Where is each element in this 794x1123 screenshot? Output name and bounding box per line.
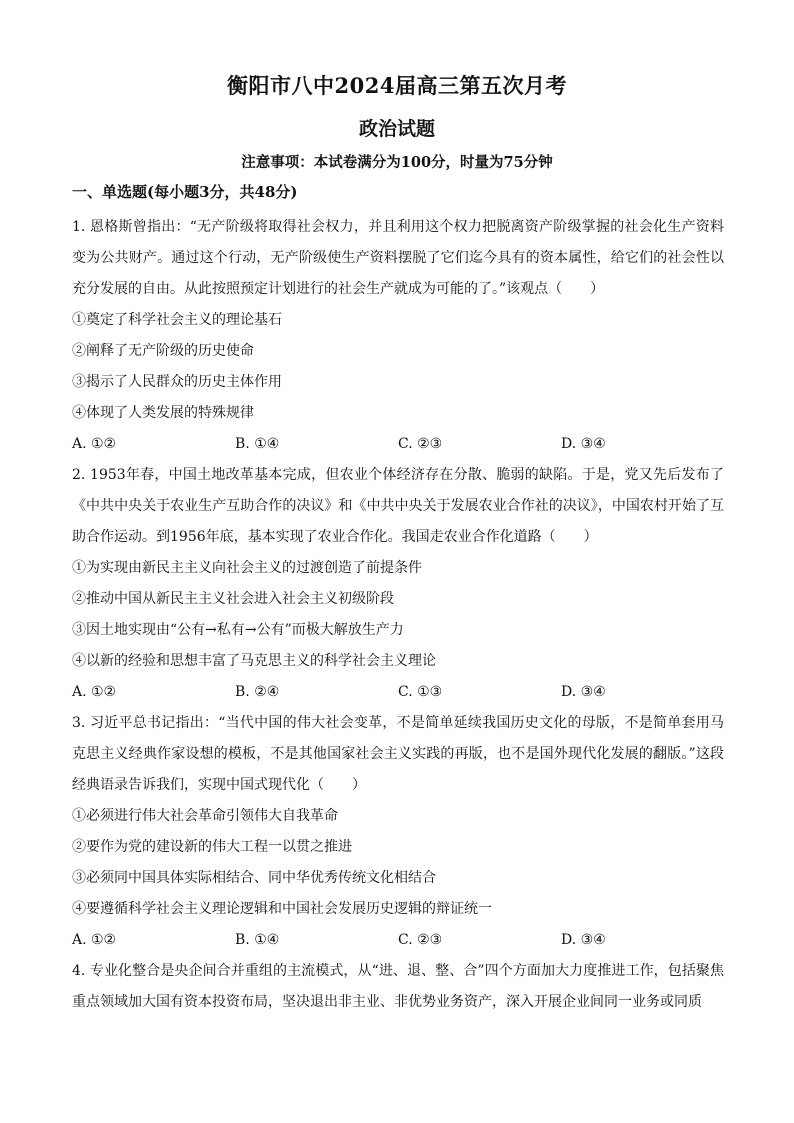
choice-a: A. ①② (72, 436, 117, 452)
question-stem: 1. 恩格斯曾指出：“无产阶级将取得社会权力，并且利用这个权力把脱离资产阶级掌握的社会化生产资料变为公共财产。通过这个行动，无产阶级使生产资料摆脱了它们迄今具有的资本属性，给它们的社会性以充分发展的自由。从此按照预定计划进行的社会生产就成为可能的了。”该观点（ ） (72, 219, 724, 297)
question-4 (72, 956, 724, 1018)
choice-b: B. ①④ (235, 932, 280, 948)
question-stem: 2. 1953年春，中国土地改革基本完成，但农业个体经济存在分散、脆弱的缺陷。于是，党又先后发布了《中共中央关于农业生产互助合作的决议》和《中共中央关于发展农业合作社的决议》，中国农村开始了互助合作运动。到1956年底，基本实现了农业合作化。我国走农业合作化道路（ ） (72, 467, 724, 545)
question-stem: 3. 习近平总书记指出：“当代中国的伟大社会变革，不是简单延续我国历史文化的母版，不是简单套用马克思主义经典作家设想的模板，不是其他国家社会主义实践的再版，也不是国外现代化发展的翻版。”这段经典语录告诉我们，实现中国式现代化（ ） (72, 715, 724, 793)
choice-c: C. ②③ (398, 436, 443, 452)
choice-b: B. ①④ (235, 436, 280, 452)
question-2 (72, 460, 724, 708)
choice-d: D. ③④ (561, 684, 606, 700)
choice-a: A. ①② (72, 684, 117, 700)
question-1 (72, 212, 724, 460)
statement-option: ④以新的经验和思想丰富了马克思主义的科学社会主义理论 (72, 653, 436, 669)
answer-choices (72, 925, 724, 956)
question-list (72, 212, 724, 1018)
choice-d: D. ③④ (561, 436, 606, 452)
question-stem: 4. 专业化整合是央企间合并重组的主流模式，从“进、退、整、合”四个方面加大力度推进工作，包括聚焦重点领域加大国有资本投资布局，坚决退出非主业、非优势业务资产，深入开展企业间同一业务或同质 (72, 963, 724, 1010)
statement-option: ④要遵循科学社会主义理论逻辑和中国社会发展历史逻辑的辩证统一 (72, 901, 492, 917)
exam-notice: 注意事项：本试卷满分为100分，时量为75分钟 (241, 154, 553, 171)
choice-a: A. ①② (72, 932, 117, 948)
statement-option: ③必须同中国具体实际相结合、同中华优秀传统文化相结合 (72, 870, 436, 886)
exam-title: 衡阳市八中2024届高三第五次月考 (227, 73, 567, 98)
statement-option: ①为实现由新民主主义向社会主义的过渡创造了前提条件 (72, 560, 422, 576)
choice-d: D. ③④ (561, 932, 606, 948)
choice-c: C. ②③ (398, 932, 443, 948)
statement-option: ②要作为党的建设新的伟大工程一以贯之推进 (72, 839, 352, 855)
exam-subtitle: 政治试题 (358, 118, 435, 140)
statement-option: ①必须进行伟大社会革命引领伟大自我革命 (72, 808, 338, 824)
statement-option: ④体现了人类发展的特殊规律 (72, 405, 254, 421)
statement-option: ③揭示了人民群众的历史主体作用 (72, 374, 282, 390)
choice-c: C. ①③ (398, 684, 443, 700)
statement-option: ②推动中国从新民主主义社会进入社会主义初级阶段 (72, 591, 394, 607)
statement-option: ③因土地实现由“公有→私有→公有”而极大解放生产力 (72, 622, 404, 638)
statement-option: ②阐释了无产阶级的历史使命 (72, 343, 254, 359)
question-3 (72, 708, 724, 956)
answer-choices (72, 429, 724, 460)
choice-b: B. ②④ (235, 684, 280, 700)
answer-choices (72, 677, 724, 708)
section-heading: 一、单选题(每小题3分，共48分) (72, 183, 298, 201)
statement-option: ①奠定了科学社会主义的理论基石 (72, 312, 282, 328)
